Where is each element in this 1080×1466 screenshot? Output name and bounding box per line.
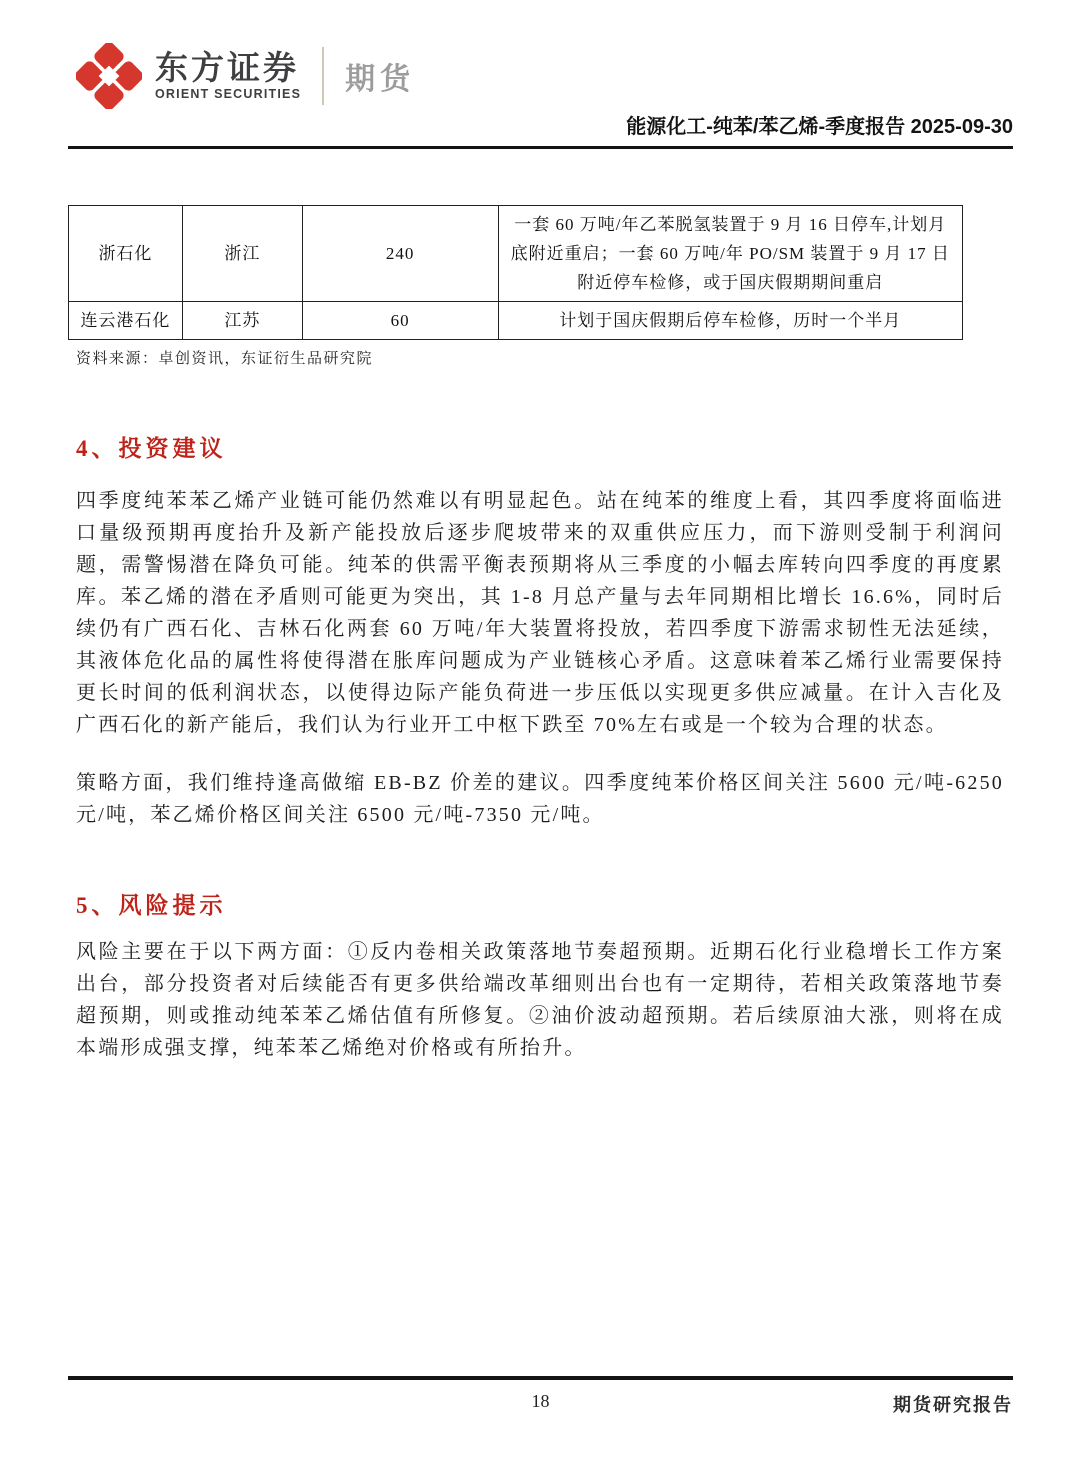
- table-cell-note: 一套 60 万吨/年乙苯脱氢装置于 9 月 16 日停车,计划月底附近重启；一套 60 万吨/年 PO/SM 装置于 9 月 17 日附近停车检修，或于国庆假期期间重启: [498, 206, 962, 302]
- table-cell-province: 浙江: [182, 206, 302, 302]
- table-row: [69, 206, 963, 302]
- table-cell-capacity: 240: [302, 206, 498, 302]
- risk-paragraph: 风险主要在于以下两方面：①反内卷相关政策落地节奏超预期。近期石化行业稳增长工作方案出台，部分投资者对后续能否有更多供给端改革细则出台也有一定期待，若相关政策落地节奏超预期，则或推动纯苯苯乙烯估值有所修复。②油价波动超预期。若后续原油大涨，则将在成本端形成强支撑，纯苯苯乙烯绝对价格或有所抬升。: [76, 941, 1004, 1059]
- orient-securities-logo-icon: [76, 43, 142, 109]
- table-cell-company: 浙石化: [69, 206, 183, 302]
- report-title-bar: [68, 110, 1013, 149]
- table-cell-capacity: 60: [302, 302, 498, 340]
- brand-divider: [322, 47, 324, 105]
- maintenance-table: [68, 205, 963, 340]
- investment-paragraph-2: 策略方面，我们维持逢高做缩 EB-BZ 价差的建议。四季度纯苯价格区间关注 5600 元/吨-6250 元/吨，苯乙烯价格区间关注 6500 元/吨-7350 元/吨。: [76, 772, 1004, 826]
- page-number: 18: [531, 1391, 550, 1411]
- brand-division-label: 期货: [345, 63, 416, 96]
- section-heading-risk-warning: 5、风险提示: [76, 893, 227, 918]
- brand-text: [155, 50, 301, 102]
- table-cell-note: 计划于国庆假期后停车检修，历时一个半月: [498, 302, 962, 340]
- section-heading-investment-advice: 4、投资建议: [76, 436, 227, 461]
- investment-paragraph-1: 四季度纯苯苯乙烯产业链可能仍然难以有明显起色。站在纯苯的维度上看，其四季度将面临进口量级预期再度抬升及新产能投放后逐步爬坡带来的双重供应压力，而下游则受制于利润问题，需警惕潜在降负可能。纯苯的供需平衡表预期将从三季度的小幅去库转向四季度的再度累库。苯乙烯的潜在矛盾则可能更为突出，其 1-8 月总产量与去年同期相比增长 16.6%，同时后续仍有广西石化、吉林石化两套 60 万吨/年大装置将投放，若四季度下游需求韧性无法延续，其液体危化品的属性将使得潜在胀库问题成为产业链核心矛盾。这意味着苯乙烯行业需要保持更长时间的低利润状态，以使得边际产能负荷进一步压低以实现更多供应减量。在计入吉化及广西石化的新产能后，我们认为行业开工中枢下跌至 70%左右或是一个较为合理的状态。: [76, 490, 1004, 736]
- page-header: [0, 0, 1080, 110]
- brand-name-en: ORIENT SECURITIES: [155, 87, 302, 101]
- table-cell-province: 江苏: [182, 302, 302, 340]
- table-cell-company: 连云港石化: [69, 302, 183, 340]
- page-footer: [68, 1376, 1013, 1426]
- table-source-note: 资料来源：卓创资讯，东证衍生品研究院: [76, 351, 374, 367]
- report-title: 能源化工-纯苯/苯乙烯-季度报告 2025-09-30: [626, 116, 1013, 138]
- table-row: [69, 302, 963, 340]
- brand-name-cn: 东方证券: [155, 49, 299, 86]
- footer-report-type-label: 期货研究报告: [893, 1395, 1013, 1415]
